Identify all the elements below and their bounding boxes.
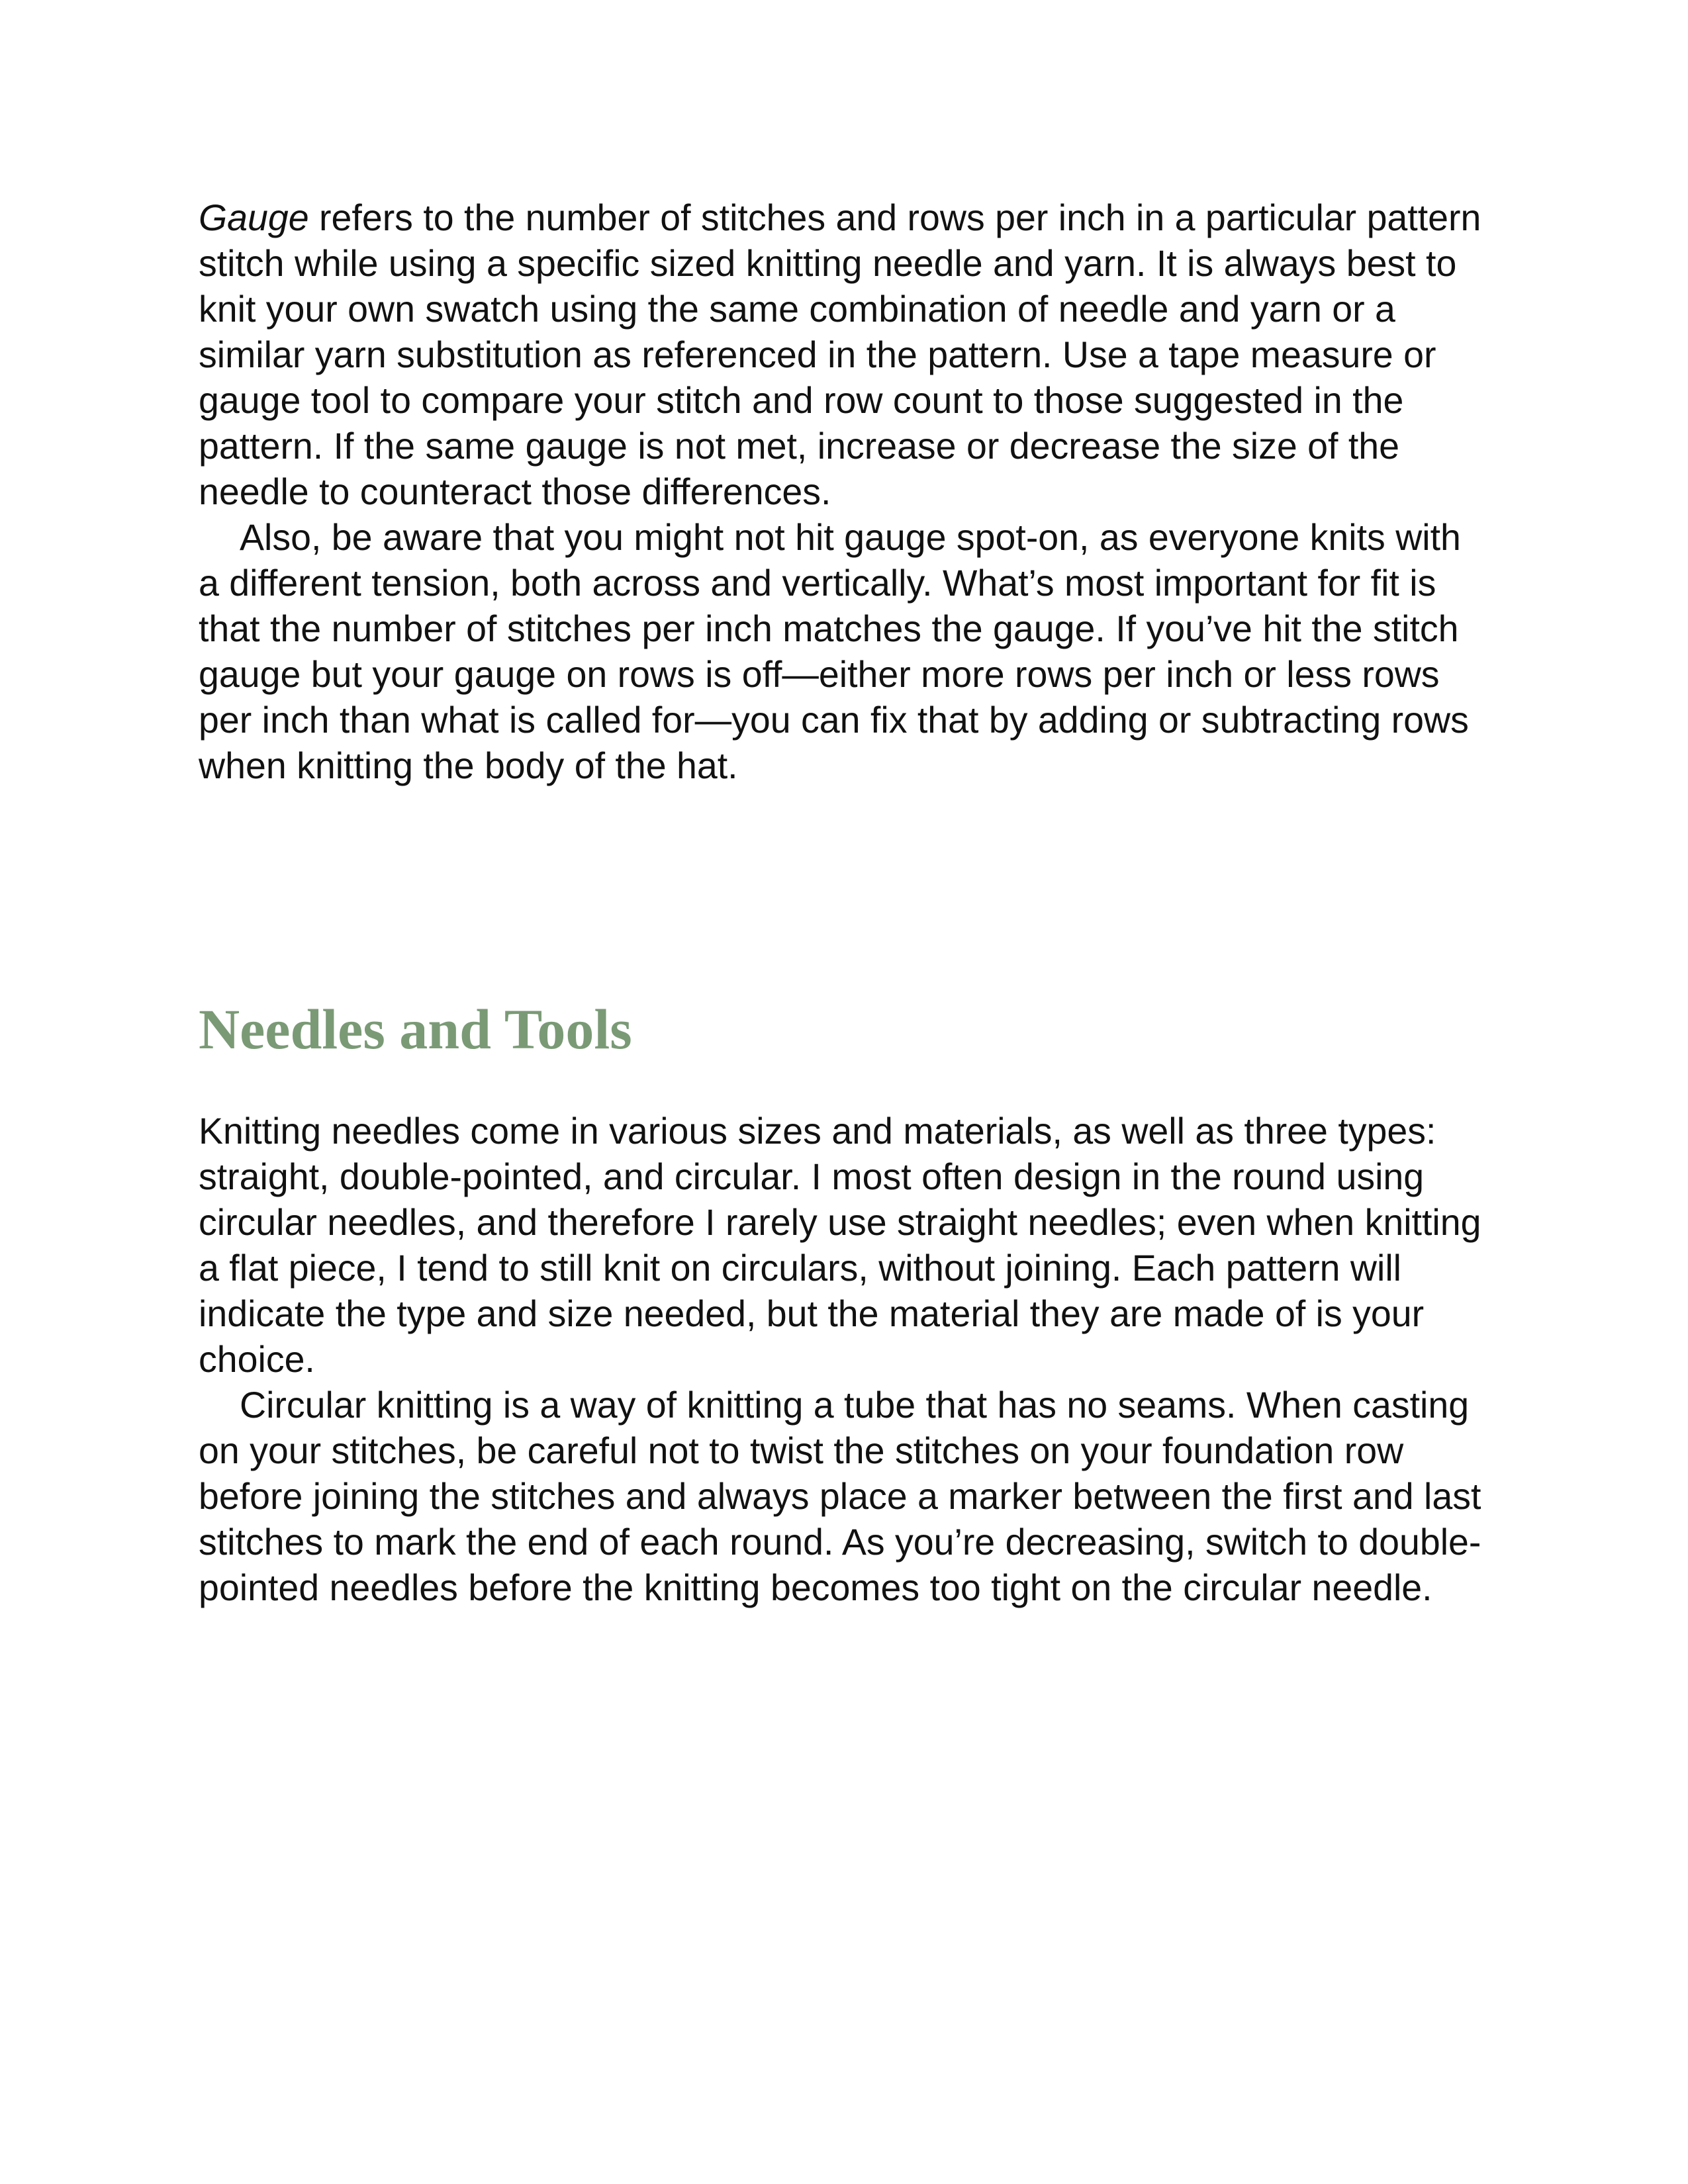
gauge-paragraph	[199, 195, 1489, 515]
circular-knitting-paragraph: Circular knitting is a way of knitting a tube that has no seams. When casting on your stitches, be careful not to twist the stitches on your foundation row before joining the stitches and always place a marker between the first and last stitches to mark the end of each round. As you’re decreasing, switch to double-pointed needles before the knitting becomes too tight on the circular needle.	[199, 1385, 1481, 1608]
gauge-paragraph-text: refers to the number of stitches and rows per inch in a particular pattern stitch while using a specific sized knitting needle and yarn. It is always best to knit your own swatch using the same combination of needle and yarn or a similar yarn substitution as referenced in the pattern. Use a tape measure or gauge tool to compare your stitch and row count to those suggested in the pattern. If the same gauge is not met, increase or decrease the size of the needle to counteract those differences.	[199, 197, 1481, 512]
tension-paragraph: Also, be aware that you might not hit gauge spot-on, as everyone knits with a different tension, both across and vertically. What’s most important for fit is that the number of stitches per inch matches the gauge. If you’ve hit the stitch gauge but your gauge on rows is off—either more rows per inch or less rows per inch than what is called for—you can fix that by adding or subtracting rows when knitting the body of the hat.	[199, 517, 1469, 786]
needles-body	[199, 1109, 1489, 1611]
section-heading: Needles and Tools	[199, 997, 632, 1061]
needles-paragraph: Knitting needles come in various sizes and materials, as well as three types: straight, double-pointed, and circular. I most often design in the round using circular needles, and therefore I rarely use straight needles; even when knitting a flat piece, I tend to still knit on circulars, without joining. Each pattern will indicate the type and size needed, but the material they are made of is your choice.	[199, 1111, 1481, 1380]
gauge-lead-term: Gauge	[199, 197, 309, 238]
gauge-section	[199, 195, 1489, 789]
